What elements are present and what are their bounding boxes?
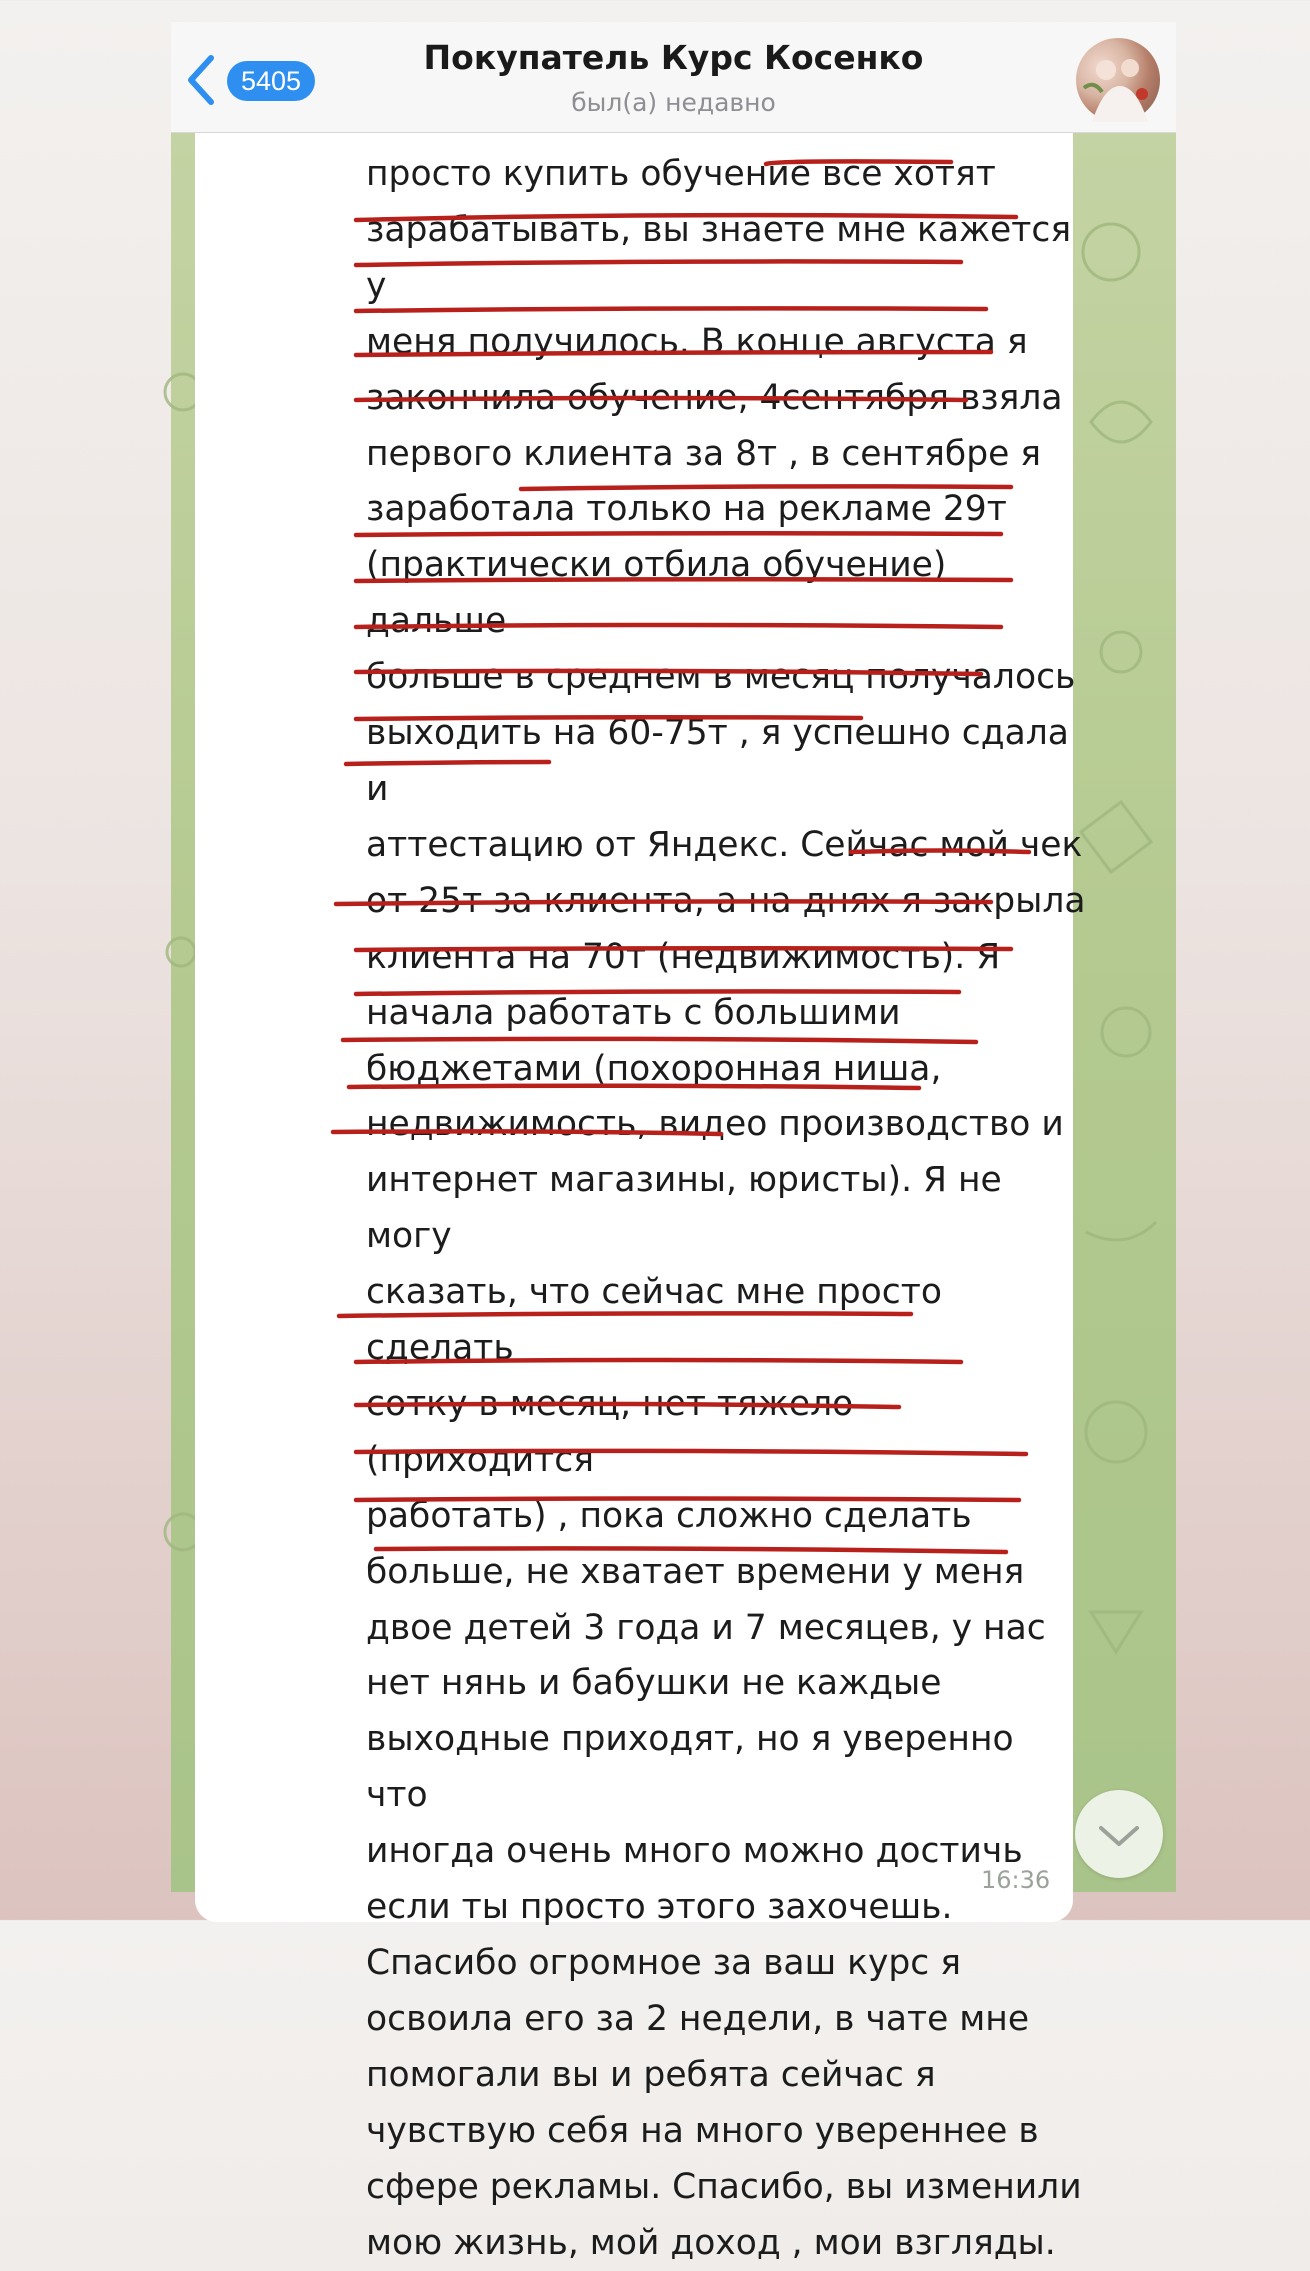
message-text: просто купить обучение все хотят зарабатывать, вы знаете мне кажется у меня получилось. В конце августа я закончила обучение, 4сентября взяла первого клиента за 8т , в сентябре я заработала только на рекламе 29т (практически отбила обучение) дальше больше в среднем в месяц получалось выходить на 60-75т , я успешно сдала и аттестацию от Яндекс. Сейчас мой чек от 25т за клиента, а на днях я закрыла клиента на 70т (недвижимость). Я начала работать с большими бюджетами (похоронная ниша, недвижимость, видео производство и интернет магазины, юристы). Я не могу сказать, что сейчас мне просто сделать сотку в месяц, нет тяжело (приходится работать) , пока сложно сделать больше, не хватает времени у меня двое детей 3 года и 7 месяцев, у нас нет нянь и бабушки не каждые выходные приходят, но я уверенно что иногда очень много можно достичь если ты просто этого захочешь. Спасибо огромное за ваш курс я освоила его за 2 недели, в чате мне помогали вы и ребята сейчас я чувствую себя на много увереннее в сфере рекламы. Спасибо, вы изменили мою жизнь, мой доход , мои взгляды. xyxy=(366,154,1086,2263)
back-button[interactable] xyxy=(183,52,323,108)
back-chevron-icon xyxy=(183,54,219,106)
scroll-down-button[interactable] xyxy=(1075,1790,1163,1878)
chevron-down-icon xyxy=(1075,1790,1163,1878)
phone-screen xyxy=(171,22,1176,2263)
chat-header xyxy=(171,22,1176,133)
chat-status: был(а) недавно xyxy=(571,88,776,117)
avatar-photo xyxy=(1076,38,1160,122)
chat-title[interactable]: Покупатель Курс Косенко xyxy=(423,38,924,77)
avatar[interactable] xyxy=(1076,38,1160,122)
message-time: 16:36 xyxy=(981,1866,1051,1894)
unread-count-badge: 5405 xyxy=(227,61,315,101)
